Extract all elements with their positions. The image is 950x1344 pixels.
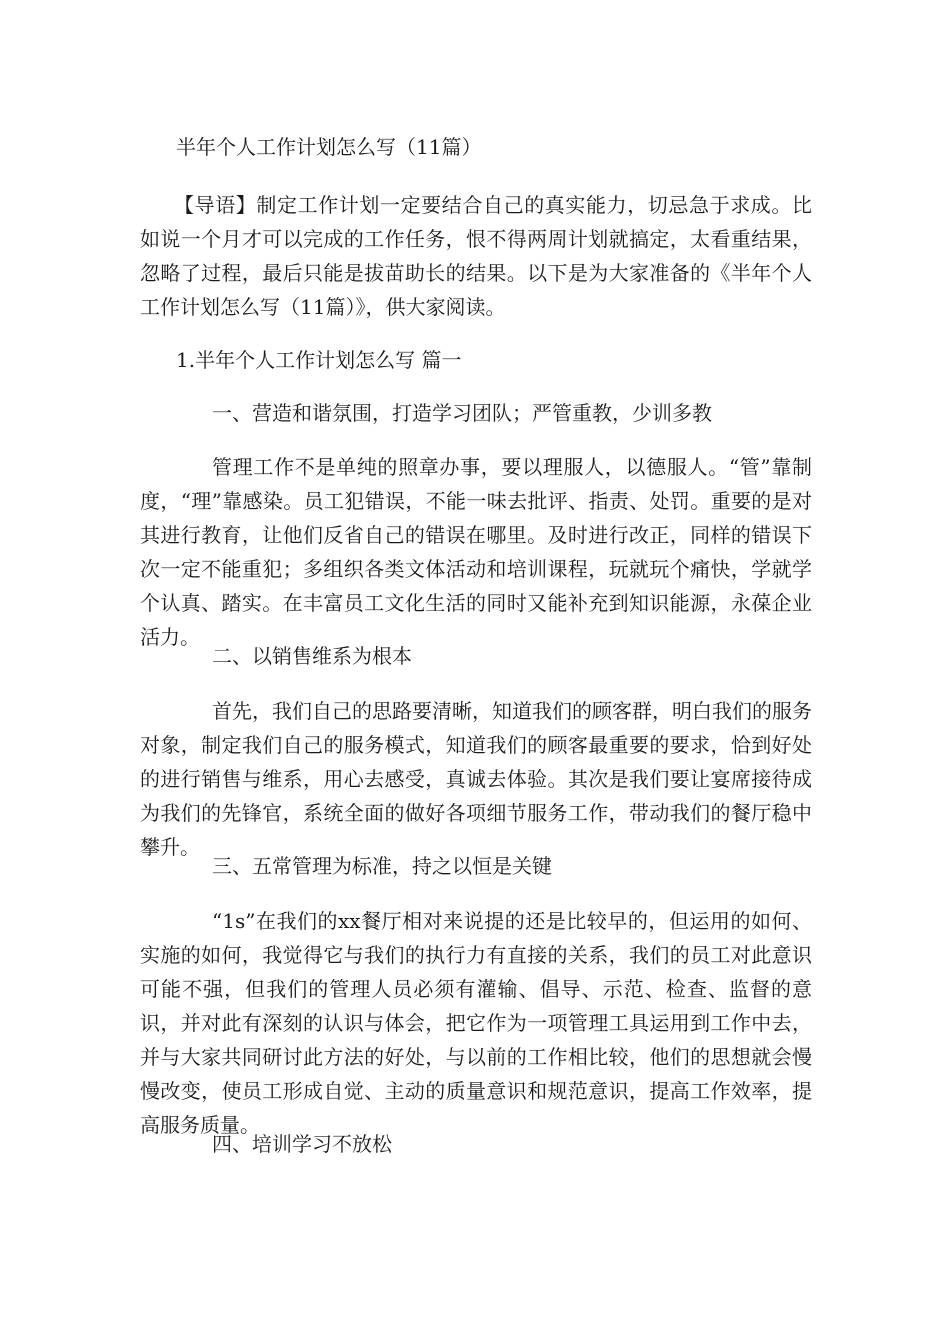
heading-three: 三、五常管理为标准，持之以恒是关键 <box>212 854 552 878</box>
heading-four: 四、培训学习不放松 <box>212 1132 392 1156</box>
paragraph-two: 首先，我们自己的思路要清晰，知道我们的顾客群，明白我们的服务对象，制定我们自己的服务模式，知道我们的顾客最重要的要求，恰到好处的进行销售与维系，用心去感受，真诚去体验。其次是我们要让宴席接待成为我们的先锋官，系统全面的做好各项细节服务工作，带动我们的餐厅稳中攀升。 <box>140 699 812 859</box>
paragraph-three: “1s”在我们的xx餐厅相对来说提的还是比较早的，但运用的如何、实施的如何，我觉得它与我们的执行力有直接的关系，我们的员工对此意识可能不强，但我们的管理人员必须有灌输、倡导、示范、检查、监督的意识，并对此有深刻的认识与体会，把它作为一项管理工具运用到工作中去，并与大家共同研讨此方法的好处，与以前的工作相比较，他们的思想就会慢慢改变，使员工形成自觉、主动的质量意识和规范意识，提高工作效率，提高服务质量。 <box>140 909 812 1137</box>
intro-paragraph: 【导语】制定工作计划一定要结合自己的真实能力，切忌急于求成。比如说一个月才可以完成的工作任务，恨不得两周计划就搞定，太看重结果，忽略了过程，最后只能是拔苗助长的结果。以下是为大家准备的《半年个人工作计划怎么写（11篇）》，供大家阅读。 <box>140 193 812 319</box>
document-title: 半年个人工作计划怎么写（11篇） <box>176 135 482 159</box>
heading-two: 二、以销售维系为根本 <box>212 644 412 668</box>
paragraph-one: 管理工作不是单纯的照章办事，要以理服人，以德服人。“管”靠制度，“理”靠感染。员工犯错误，不能一味去批评、指责、处罚。重要的是对其进行教育，让他们反省自己的错误在哪里。及时进行改正，同样的错误下次一定不能重犯；多组织各类文体活动和培训课程，玩就玩个痛快，学就学个认真、踏实。在丰富员工文化生活的同时又能补充到知识能源，永葆企业活力。 <box>140 455 812 649</box>
heading-one: 一、营造和谐氛围，打造学习团队；严管重教，少训多教 <box>212 401 712 425</box>
section-title: 1.半年个人工作计划怎么写 篇一 <box>176 348 462 372</box>
